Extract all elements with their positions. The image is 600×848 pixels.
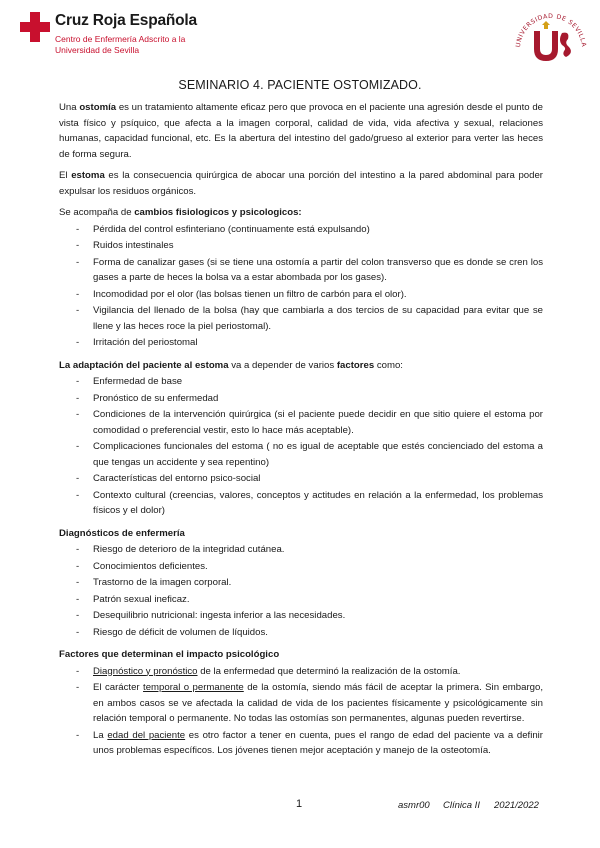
section-heading-diagnosticos: Diagnósticos de enfermería [59, 527, 185, 539]
footer-year: 2021/2022 [494, 800, 539, 811]
list-item: - Enfermedad de base [59, 374, 543, 390]
svg-text:UNIVERSIDAD DE SEVILLA [515, 13, 587, 48]
term-ostomia: ostomía [79, 102, 117, 113]
org-subtitle-line2: Universidad de Sevilla [55, 45, 140, 55]
list-item: - La edad del paciente es otro factor a tener en cuenta, pues el rango de edad del paciente va a definir unos problemas específicos. Los jóvenes tienen mejor aceptación y manejo de la osteotomía. [59, 728, 543, 759]
org-subtitle-line1: Centro de Enfermería Adscrito a la [55, 34, 186, 44]
list-item: - Pérdida del control esfinteriano (continuamente está expulsando) [59, 222, 543, 238]
org-name: Cruz Roja Española [55, 12, 197, 29]
list-item: - Características del entorno psico-social [59, 471, 543, 487]
list-diagnosticos [59, 542, 543, 640]
section-heading-cambios: Se acompaña de cambios fisiologicos y psicologicos: [59, 207, 302, 218]
page-header [0, 0, 600, 80]
list-item: - Forma de canalizar gases (si se tiene una ostomía a partir del colon transverso que es donde se cren los gases a parte de heces la bolsa va a estar abombada por los gases). [59, 255, 543, 286]
list-item: - Irritación del periostomal [59, 335, 543, 351]
list-item: - Patrón sexual ineficaz. [59, 592, 543, 608]
list-item: - Vigilancia del llenado de la bolsa (hay que cambiarla a dos tercios de su capacidad para evitar que se llene y las heces roce la piel periostomal). [59, 303, 543, 334]
list-item: - Diagnóstico y pronóstico de la enfermedad que determinó la realización de la ostomía. [59, 664, 543, 680]
footer-author: asmr00 [398, 800, 430, 811]
list-item: - Ruidos intestinales [59, 238, 543, 254]
list-item: - Incomodidad por el olor (las bolsas tienen un filtro de carbón para el olor). [59, 287, 543, 303]
list-item: - Condiciones de la intervención quirúrgica (si el paciente puede decidir en que sitio quiere el estoma por comodidad o preferencial vestir, esto lo hace más aceptable). [59, 407, 543, 438]
red-cross-logo-icon [20, 12, 50, 42]
page-number: 1 [296, 798, 303, 810]
footer-course: Clínica II [443, 800, 480, 811]
list-cambios [59, 222, 543, 351]
list-adaptacion [59, 374, 543, 519]
section-heading-adaptacion: La adaptación del paciente al estoma va a depender de varios factores como: [59, 359, 403, 371]
term-estoma: estoma [71, 170, 105, 181]
list-item: - Complicaciones funcionales del estoma ( no es igual de aceptable que estés concienciado del estoma a que tengas un accidente y sea repentino) [59, 439, 543, 470]
intro-paragraph-estoma: El estoma es la consecuencia quirúrgica de abocar una porción del intestino a la pared abdominal para poder expulsar los residuos orgánicos. [59, 170, 543, 197]
list-item: - El carácter temporal o permanente de la ostomía, siendo más fácil de aceptar la primera. Sin embargo, en ambos casos se ve afectada la calidad de vida de los pacientes físicamente y psicológicamente sin relación temporal o permanente. No todas las ostomías son permanentes, algunas pueden revertirse. [59, 680, 543, 727]
document-body [59, 100, 543, 766]
list-item: - Contexto cultural (creencias, valores, conceptos y actitudes en relación a la enfermedad, los problemas físicos y el dolor) [59, 488, 543, 519]
page-footer [0, 798, 600, 818]
list-factores [59, 664, 543, 759]
section-heading-factores: Factores que determinan el impacto psicológico [59, 649, 280, 660]
org-subtitle [55, 34, 185, 56]
list-item: - Riesgo de deterioro de la integridad cutánea. [59, 542, 543, 558]
list-item: - Trastorno de la imagen corporal. [59, 575, 543, 591]
university-seal-icon [512, 5, 590, 67]
list-item: - Desequilibrio nutricional: ingesta inferior a las necesidades. [59, 608, 543, 624]
university-seal-text: UNIVERSIDAD DE SEVILLA [514, 12, 588, 48]
list-item: - Conocimientos deficientes. [59, 559, 543, 575]
list-item: - Riesgo de déficit de volumen de líquidos. [59, 625, 543, 641]
page-title: SEMINARIO 4. PACIENTE OSTOMIZADO. [178, 78, 422, 92]
intro-paragraph-ostomia: Una ostomía es un tratamiento altamente eficaz pero que provoca en el paciente una agresión desde el punto de vista físico y psíquico, que afecta a la imagen corporal, calidad de vida, vida afectiva y sexual, relaciones humanas, capacidad funcional, etc. Es la abertura del intestino del gado/grueso al exterior para verter las heces de forma segura. [59, 102, 543, 160]
list-item: - Pronóstico de su enfermedad [59, 391, 543, 407]
